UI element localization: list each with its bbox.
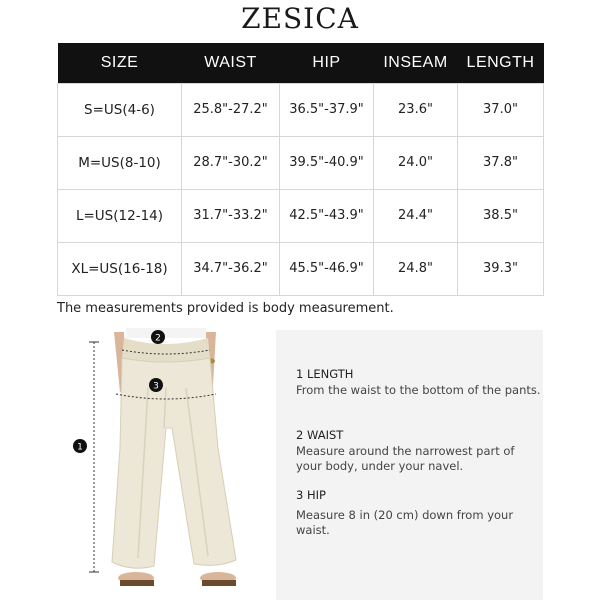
cell-size: L=US(12-14)	[58, 189, 182, 242]
table-row	[58, 189, 544, 242]
cell-length: 39.3"	[458, 242, 544, 295]
marker-length	[73, 439, 87, 453]
cell-hip: 42.5"-43.9"	[280, 189, 374, 242]
guide-item-waist	[296, 428, 541, 474]
marker-hip	[149, 378, 163, 392]
cell-hip: 39.5"-40.9"	[280, 136, 374, 189]
header-length: LENGTH	[458, 43, 544, 83]
cell-waist: 28.7"-30.2"	[182, 136, 280, 189]
cell-length: 38.5"	[458, 189, 544, 242]
guide-title-hip: 3 HIP	[296, 488, 326, 502]
pants-measurement-figure	[68, 328, 268, 600]
guide-desc-hip: Measure 8 in (20 cm) down from your waist.	[296, 508, 514, 537]
brand-logo: ZESICA	[241, 2, 359, 35]
header-hip: HIP	[280, 43, 374, 83]
size-chart-table	[57, 43, 544, 296]
measurement-note: The measurements provided is body measurement.	[57, 301, 394, 316]
marker-length-label: 1	[77, 442, 83, 453]
table-row	[58, 83, 544, 136]
guide-title-waist: 2 WAIST	[296, 428, 344, 442]
measurement-guide-panel	[276, 330, 543, 600]
guide-title-length: 1 LENGTH	[296, 367, 354, 381]
table-header-row	[58, 43, 544, 83]
pants-illustration	[68, 328, 268, 600]
cell-inseam: 24.4"	[374, 189, 458, 242]
header-inseam: INSEAM	[374, 43, 458, 83]
marker-waist-label: 2	[155, 333, 161, 344]
cell-inseam: 24.8"	[374, 242, 458, 295]
header-waist: WAIST	[182, 43, 280, 83]
guide-item-hip	[296, 488, 541, 538]
cell-size: XL=US(16-18)	[58, 242, 182, 295]
guide-item-length	[296, 367, 541, 398]
cell-hip: 36.5"-37.9"	[280, 83, 374, 136]
table-row	[58, 136, 544, 189]
cell-hip: 45.5"-46.9"	[280, 242, 374, 295]
cell-length: 37.8"	[458, 136, 544, 189]
guide-desc-waist: Measure around the narrowest part of your body, under your navel.	[296, 444, 515, 473]
cell-size: S=US(4-6)	[58, 83, 182, 136]
left-sandal-shape	[120, 580, 154, 586]
cell-waist: 34.7"-36.2"	[182, 242, 280, 295]
cell-inseam: 24.0"	[374, 136, 458, 189]
pants-body-shape	[112, 358, 236, 568]
cell-waist: 25.8"-27.2"	[182, 83, 280, 136]
waistband-shape	[122, 338, 210, 362]
header-size: SIZE	[58, 43, 182, 83]
marker-waist	[151, 330, 165, 344]
guide-desc-length: From the waist to the bottom of the pants.	[296, 383, 541, 397]
marker-hip-label: 3	[153, 381, 159, 392]
cell-length: 37.0"	[458, 83, 544, 136]
cell-waist: 31.7"-33.2"	[182, 189, 280, 242]
table-row	[58, 242, 544, 295]
right-sandal-shape	[202, 580, 236, 586]
top-shape	[126, 328, 206, 338]
cell-inseam: 23.6"	[374, 83, 458, 136]
cell-size: M=US(8-10)	[58, 136, 182, 189]
